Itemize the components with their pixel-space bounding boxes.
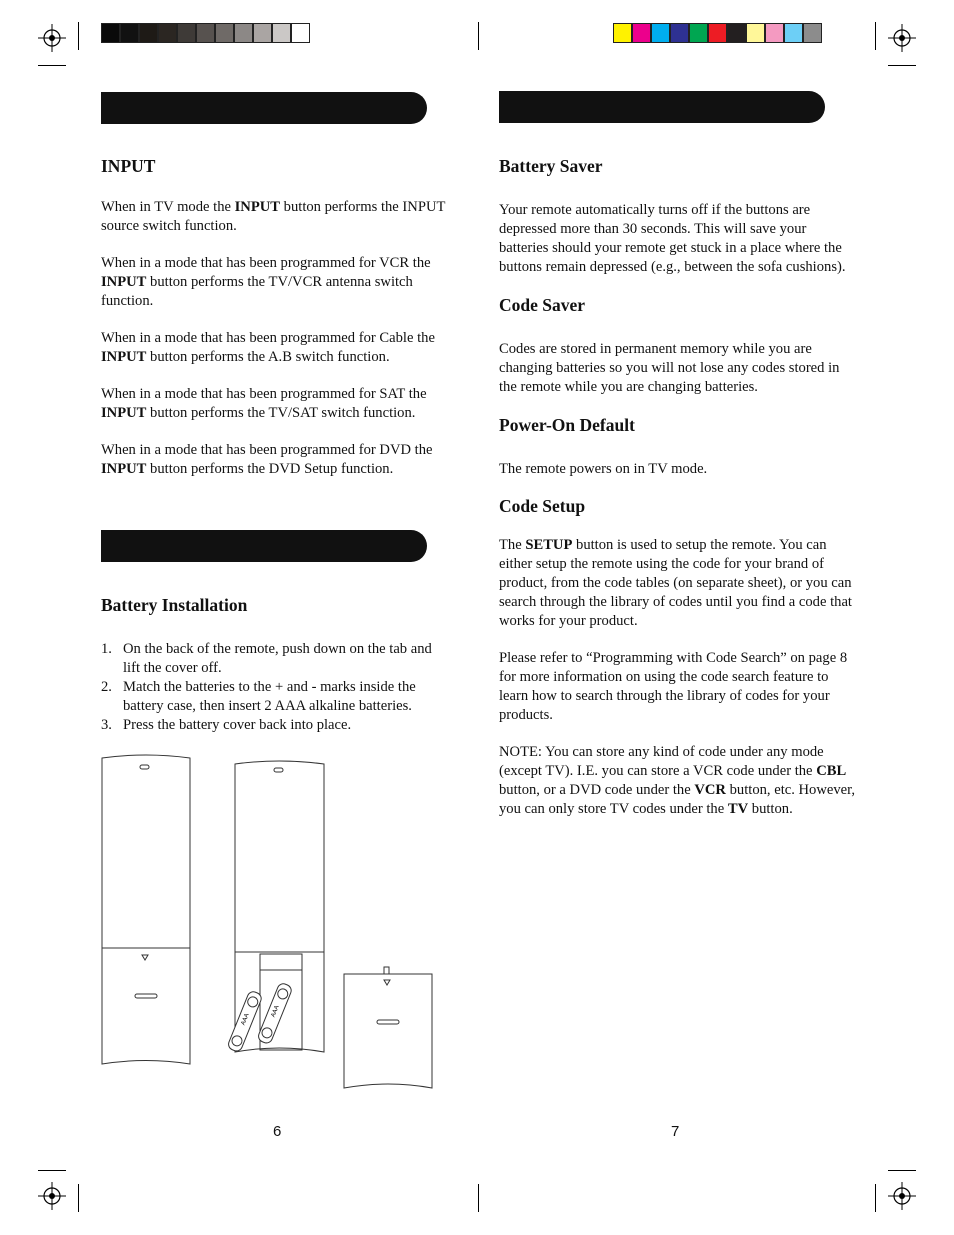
text: button is used to setup the remote. You can either setup the remote using the code for your brand of product, from the code tables (on separate sheet), or you can search through the library of codes until you find a code that works for your product. <box>499 537 852 629</box>
text: NOTE: You can store any kind of code under any mode (except TV). I.E. you can store a VCR code under the <box>499 744 824 779</box>
battery-installation-heading: Battery Installation <box>101 595 248 615</box>
input-paragraph <box>101 441 459 479</box>
color-swatch <box>708 23 727 43</box>
battery-label: AAA <box>240 1012 251 1027</box>
color-swatch <box>765 23 784 43</box>
color-swatch <box>196 23 215 43</box>
section-header-bar <box>101 92 427 124</box>
list-item <box>101 640 446 678</box>
color-swatch <box>670 23 689 43</box>
code-saver-text: Codes are stored in permanent memory while you are changing batteries so you will not lose any codes stored in the remote while you are changing batteries. <box>499 341 840 395</box>
registration-mark-top-left <box>38 22 78 62</box>
battery-installation-illustration <box>98 752 438 1097</box>
input-heading: INPUT <box>101 156 156 176</box>
color-swatch <box>784 23 803 43</box>
code-setup-heading: Code Setup <box>499 496 586 516</box>
bold-term: SETUP <box>525 537 573 553</box>
color-swatch <box>651 23 670 43</box>
text: button performs the DVD Setup function. <box>146 461 394 477</box>
battery-steps-list <box>101 640 446 735</box>
bold-term: TV <box>727 801 749 817</box>
color-swatch <box>613 23 632 43</box>
text: When in a mode that has been programmed for SAT the <box>101 386 427 402</box>
crop-mark <box>78 1184 79 1212</box>
battery-label: AAA <box>270 1004 281 1019</box>
list-item <box>101 716 446 735</box>
step-text: On the back of the remote, push down on the tab and lift the cover off. <box>123 641 432 676</box>
crop-mark <box>478 22 479 50</box>
text: button performs the TV/VCR antenna switch function. <box>101 274 413 309</box>
battery-cover <box>344 967 432 1088</box>
bold-term: CBL <box>816 763 847 779</box>
bold-term: INPUT <box>101 274 147 290</box>
step-text: Press the battery cover back into place. <box>123 717 352 733</box>
color-swatch <box>689 23 708 43</box>
text: The <box>499 537 526 553</box>
registration-mark-bottom-left <box>38 1180 78 1220</box>
crop-mark <box>478 1184 479 1212</box>
color-swatch <box>746 23 765 43</box>
grayscale-color-bar <box>101 23 310 43</box>
color-swatch <box>632 23 651 43</box>
color-swatch <box>101 23 120 43</box>
text: button performs the A.B switch function. <box>146 349 390 365</box>
remote-back-with-cover <box>102 755 190 1064</box>
code-setup-paragraph: Please refer to “Programming with Code Search” on page 8 for more information on using the code search feature to learn how to search through the library of codes for your products. <box>499 650 848 723</box>
section-header-bar <box>499 91 825 123</box>
color-swatch <box>803 23 822 43</box>
bold-term: INPUT <box>234 199 281 215</box>
text: When in a mode that has been programmed for VCR the <box>101 255 431 271</box>
input-paragraph <box>101 198 459 236</box>
color-swatch <box>139 23 158 43</box>
aaa-battery <box>257 982 293 1045</box>
text: button performs the TV/SAT switch function. <box>146 405 416 421</box>
bold-term: INPUT <box>101 405 147 421</box>
input-paragraph <box>101 254 459 311</box>
crop-mark <box>888 65 916 66</box>
code-setup-paragraph <box>499 536 857 631</box>
color-swatch <box>158 23 177 43</box>
text: When in TV mode the <box>101 199 235 215</box>
text: button performs the INPUT source switch function. <box>101 199 446 234</box>
battery-installation-section <box>101 595 446 735</box>
color-swatch <box>177 23 196 43</box>
text: When in a mode that has been programmed for DVD the <box>101 442 433 458</box>
bold-term: VCR <box>694 782 726 798</box>
page-number-right: 7 <box>671 1123 680 1140</box>
step-text: Match the batteries to the + and - marks inside the battery case, then insert 2 AAA alkaline batteries. <box>123 679 416 714</box>
power-on-default-text: The remote powers on in TV mode. <box>499 461 708 477</box>
color-swatch <box>272 23 291 43</box>
list-item <box>101 678 446 716</box>
color-swatch <box>727 23 746 43</box>
code-saver-heading: Code Saver <box>499 295 586 315</box>
color-swatch <box>215 23 234 43</box>
crop-mark <box>38 1170 66 1171</box>
battery-saver-heading: Battery Saver <box>499 156 603 176</box>
code-setup-note <box>499 743 857 819</box>
page-number-left: 6 <box>273 1123 282 1140</box>
aaa-battery <box>227 990 263 1053</box>
crop-mark <box>875 1184 876 1212</box>
registration-mark-top-right <box>886 22 926 62</box>
text: When in a mode that has been programmed for Cable the <box>101 330 435 346</box>
color-swatch <box>291 23 310 43</box>
registration-mark-bottom-right <box>886 1180 926 1220</box>
crop-mark <box>38 65 66 66</box>
input-paragraph <box>101 329 459 367</box>
text: button, or a DVD code under the <box>499 782 695 798</box>
step-number: 2. <box>101 679 112 695</box>
battery-saver-text: Your remote automatically turns off if the buttons are depressed more than 30 seconds. This will save your batteries should your remote get stuck in a place where the buttons remain depressed (e.g., between the sofa cushions). <box>499 202 846 275</box>
bold-term: INPUT <box>101 461 147 477</box>
input-paragraph <box>101 385 459 423</box>
color-swatch <box>120 23 139 43</box>
bold-term: INPUT <box>101 349 147 365</box>
text: button, etc. However, you can only store TV codes under the <box>499 782 856 817</box>
step-number: 3. <box>101 717 112 733</box>
power-on-default-heading: Power-On Default <box>499 415 635 435</box>
section-header-bar <box>101 530 427 562</box>
step-number: 1. <box>101 641 112 657</box>
crop-mark <box>875 22 876 50</box>
crop-mark <box>888 1170 916 1171</box>
input-section <box>101 156 459 479</box>
crop-mark <box>78 22 79 50</box>
right-column <box>499 156 857 819</box>
text: button. <box>748 801 793 817</box>
color-swatch <box>234 23 253 43</box>
color-swatch <box>253 23 272 43</box>
cmyk-color-bar <box>613 23 822 43</box>
